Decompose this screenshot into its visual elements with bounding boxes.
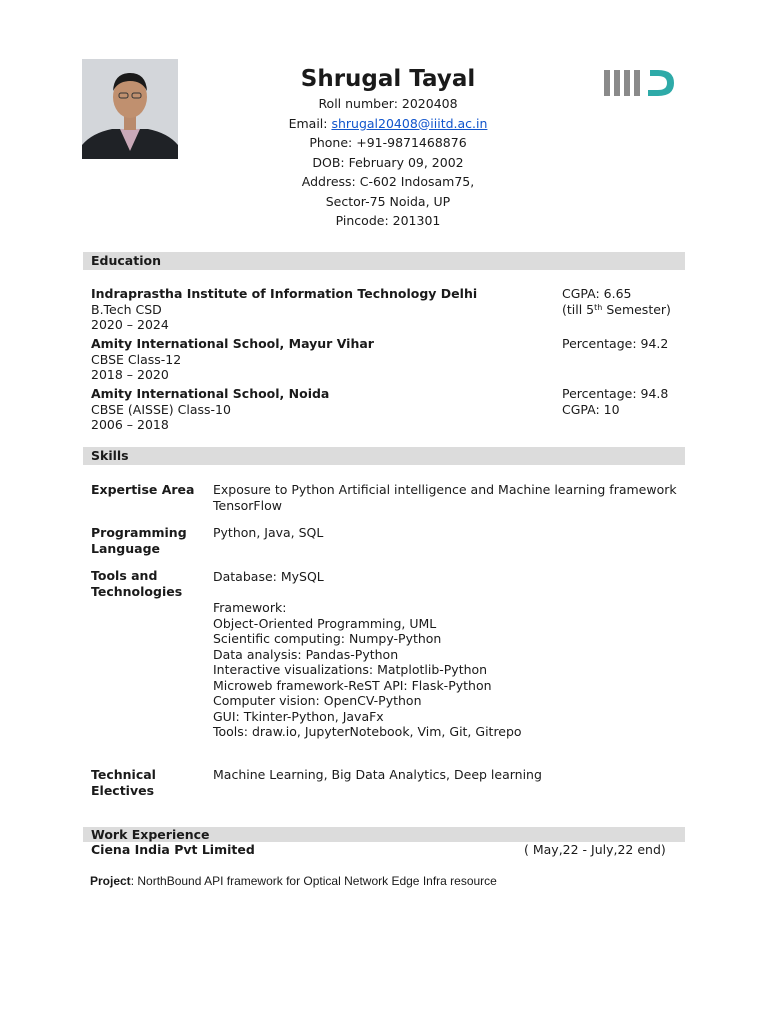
tools-label (91, 568, 201, 600)
work-heading-bar (83, 827, 685, 842)
project-label: Project (90, 874, 131, 888)
project-description: : NorthBound API framework for Optical Network Edge Infra resource (130, 874, 497, 888)
address-line-1: Address: C-602 Indosam75, (301, 174, 475, 189)
pincode: Pincode: 201301 (335, 213, 441, 228)
skills-heading: Skills (91, 448, 129, 463)
education-score (562, 286, 692, 317)
school-name: Amity International School, Noida (91, 386, 330, 401)
degree: B.Tech CSD (91, 301, 162, 317)
tools-spacer (213, 585, 683, 601)
company-name: Ciena India Pvt Limited (91, 842, 255, 857)
phone: Phone: +91-9871468876 (309, 135, 467, 150)
email-label: Email: (288, 115, 332, 131)
email-line (200, 114, 576, 134)
dob: DOB: February 09, 2002 (312, 154, 464, 170)
score-note-text-2: Semester) (602, 301, 671, 317)
score: Percentage: 94.2 (562, 336, 669, 351)
expertise-value (213, 482, 683, 513)
education-entry (91, 386, 551, 433)
education-score (562, 386, 692, 417)
work-dates: ( May,22 - July,22 end) (524, 842, 666, 857)
tools-line: Interactive visualizations: Matplotlib-Python (213, 662, 488, 677)
programming-label-line-1: Programming (91, 525, 187, 540)
tools-line: Scientific computing: Numpy-Python (213, 631, 442, 646)
tools-line: Framework: (213, 600, 287, 615)
tools-line: Object-Oriented Programming, UML (213, 615, 437, 631)
school-name: Indraprastha Institute of Information Technology Delhi (91, 286, 478, 301)
tools-line: Data analysis: Pandas-Python (213, 646, 399, 662)
programming-label (91, 525, 201, 557)
tools-label-line-1: Tools and (91, 568, 158, 583)
years: 2006 – 2018 (91, 417, 169, 432)
degree: CBSE (AISSE) Class-10 (91, 401, 231, 417)
electives-label (91, 767, 201, 799)
education-heading-bar (83, 252, 685, 270)
project-line (90, 872, 497, 890)
contact-header (200, 64, 576, 231)
education-entry (91, 336, 551, 383)
roll-number: Roll number: 2020408 (318, 96, 458, 111)
skills-heading-bar (83, 447, 685, 465)
tools-line: Tools: draw.io, JupyterNotebook, Vim, Git, Gitrepo (213, 724, 522, 739)
expertise-line-1: Exposure to Python Artificial intelligence and Machine learning framework (213, 482, 677, 497)
score-note-text: (till 5 (562, 301, 595, 317)
address-line-2: Sector-75 Noida, UP (325, 193, 451, 209)
education-entry (91, 286, 551, 333)
expertise-label: Expertise Area (91, 482, 195, 497)
institute-logo (604, 68, 676, 98)
candidate-name: Shrugal Tayal (300, 66, 476, 92)
expertise-line-2: TensorFlow (213, 497, 282, 513)
programming-value: Python, Java, SQL (213, 525, 324, 540)
electives-label-line-2: Electives (91, 783, 155, 798)
profile-photo (82, 59, 178, 159)
electives-label-line-1: Technical (91, 767, 156, 782)
years: 2020 – 2024 (91, 317, 169, 332)
years: 2018 – 2020 (91, 367, 169, 382)
email-link[interactable]: shrugal20408@iiitd.ac.in (331, 115, 488, 131)
tools-line: GUI: Tkinter-Python, JavaFx (213, 708, 384, 724)
score-note-sup: th (594, 302, 603, 312)
programming-label-line-2: Language (91, 541, 161, 556)
education-score (562, 336, 692, 352)
score: Percentage: 94.8 (562, 386, 669, 401)
tools-line: Database: MySQL (213, 569, 324, 584)
electives-value: Machine Learning, Big Data Analytics, Deep learning (213, 767, 542, 782)
school-name: Amity International School, Mayur Vihar (91, 336, 374, 351)
tools-value (213, 569, 683, 740)
tools-label-line-2: Technologies (91, 584, 183, 599)
score-2: CGPA: 10 (562, 401, 620, 417)
score-note (562, 302, 692, 318)
education-heading: Education (91, 253, 161, 268)
degree: CBSE Class-12 (91, 351, 182, 367)
work-heading: Work Experience (91, 827, 210, 842)
tools-line: Computer vision: OpenCV-Python (213, 693, 422, 708)
score: CGPA: 6.65 (562, 286, 632, 301)
tools-line: Microweb framework-ReST API: Flask-Python (213, 677, 492, 693)
